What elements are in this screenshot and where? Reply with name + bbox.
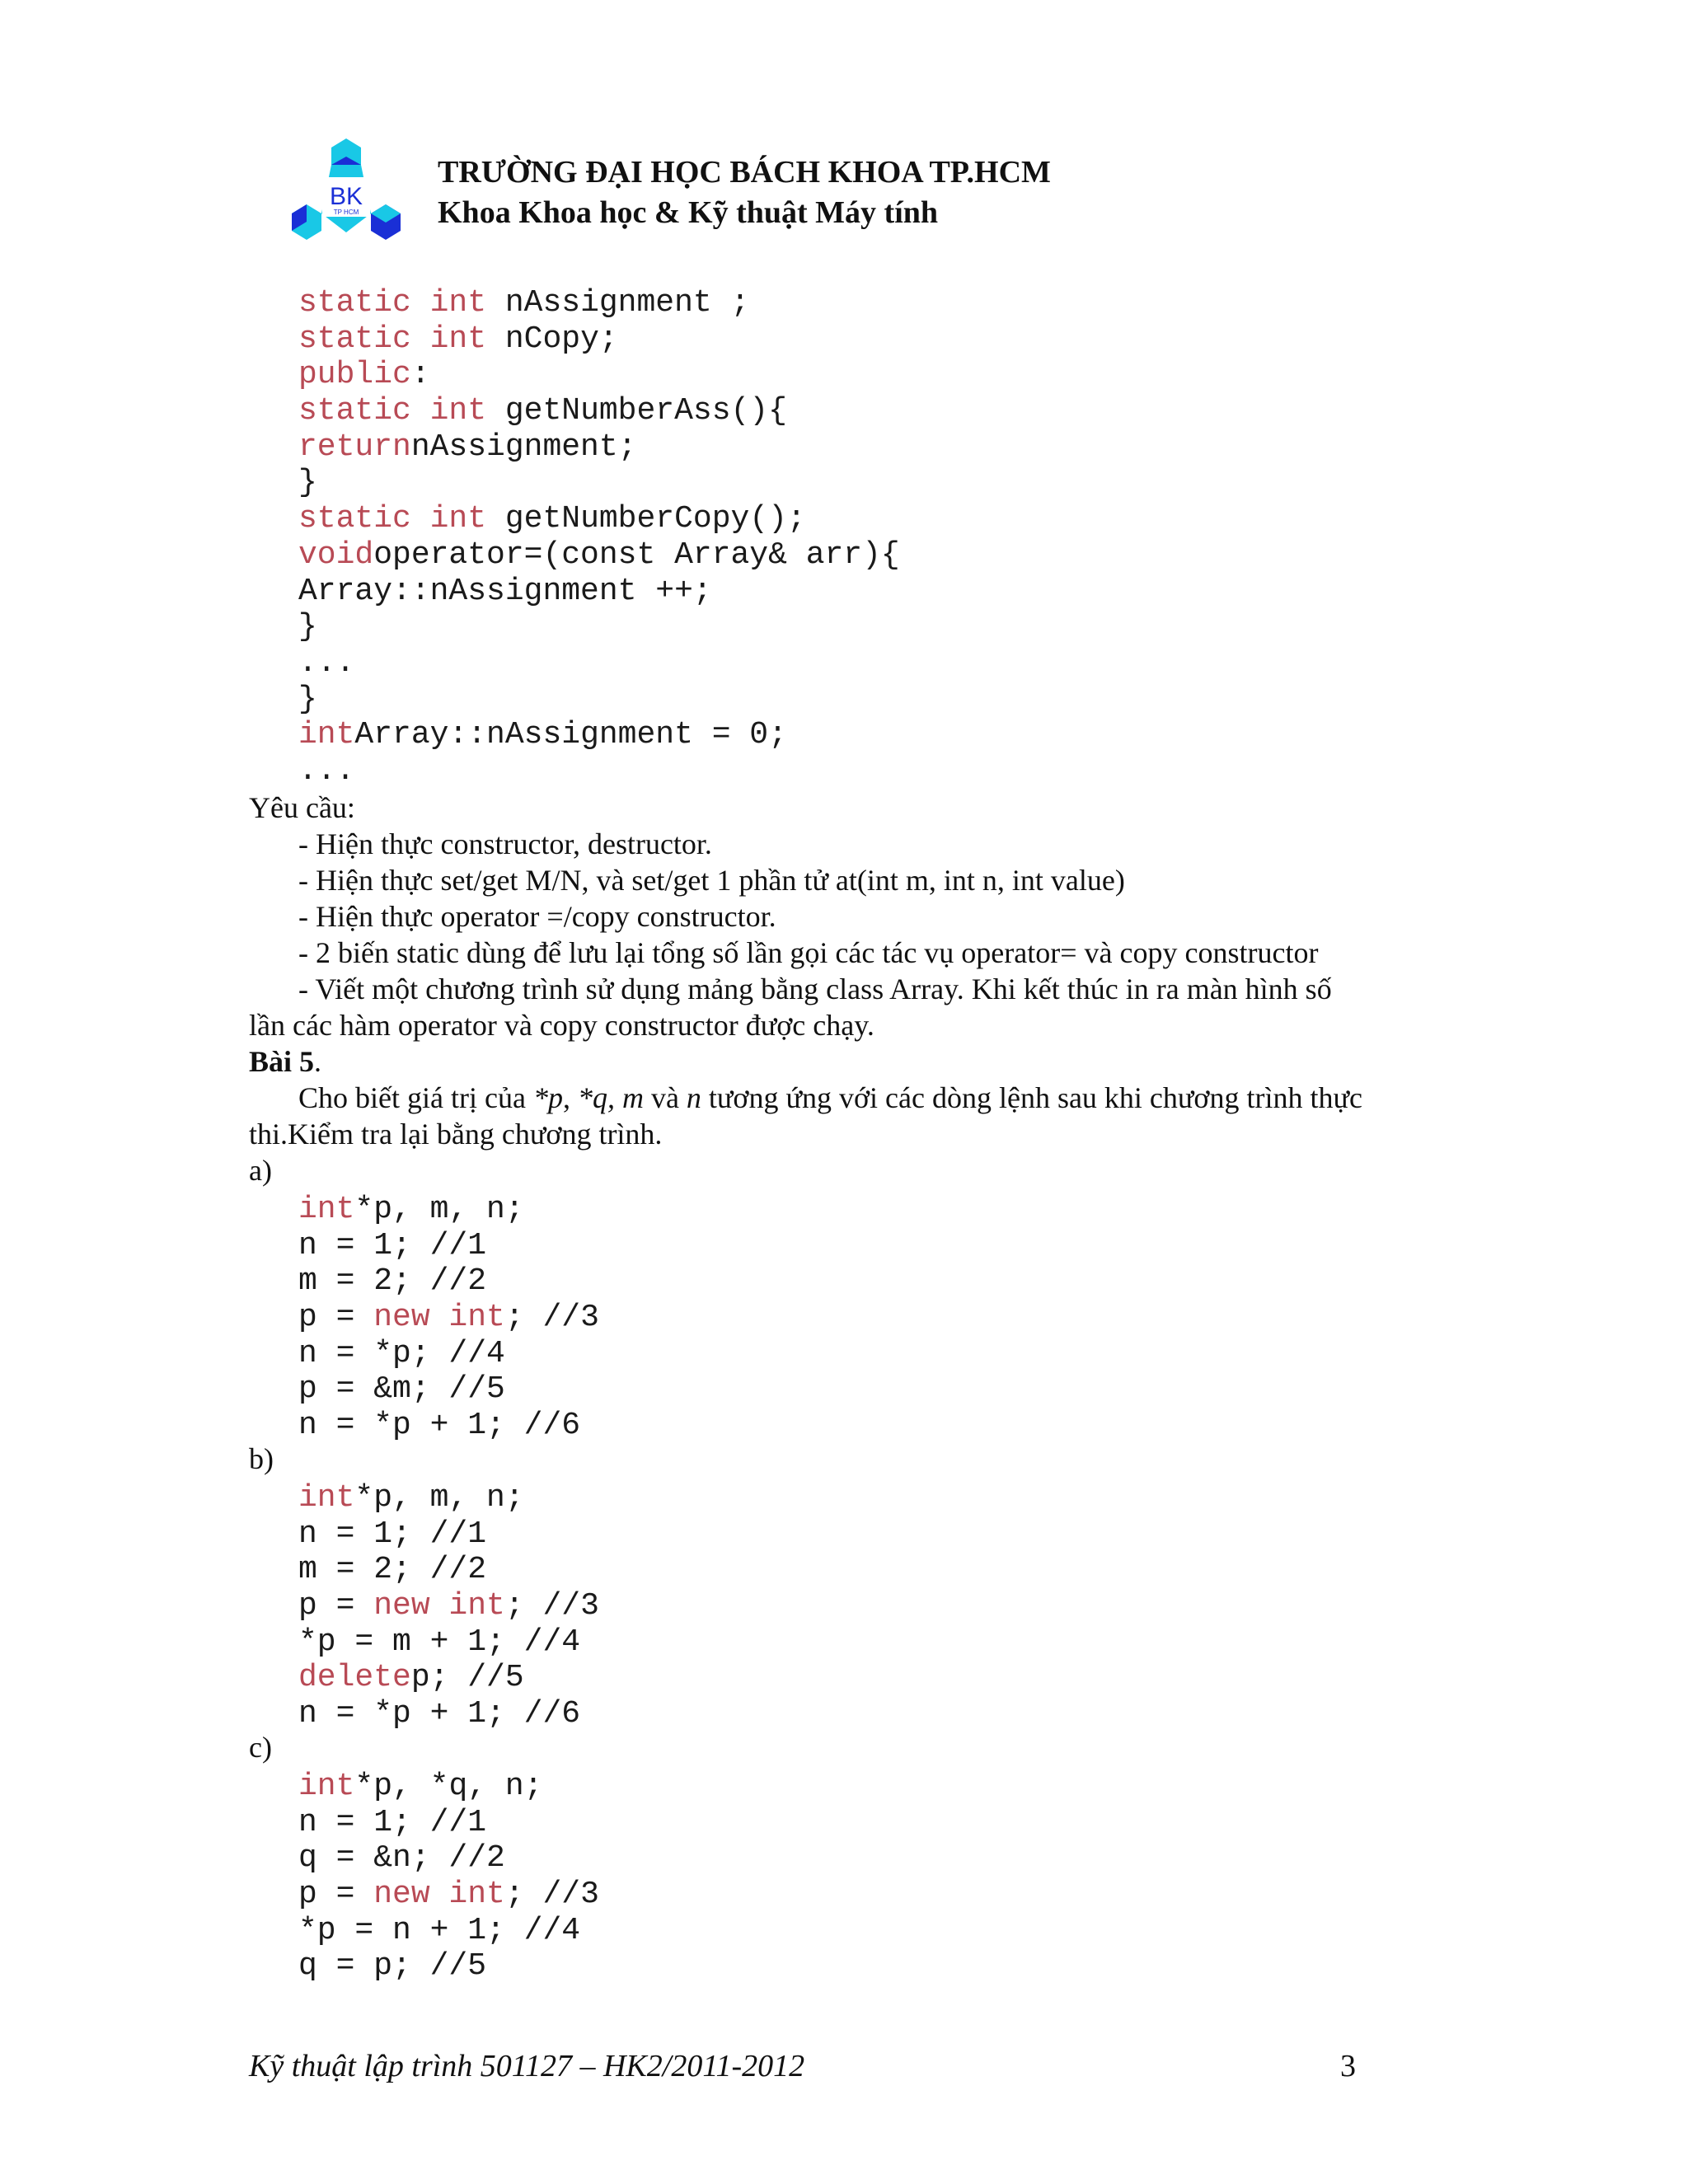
class-code-line-10 bbox=[298, 609, 900, 645]
logo-text: BK bbox=[329, 183, 363, 210]
part-a-line-2 bbox=[298, 1228, 599, 1264]
exercise-5-intro-cont: thi.Kiểm tra lại bằng chương trình. bbox=[249, 1118, 663, 1151]
code-keyword: int bbox=[298, 717, 355, 753]
code-text: p = bbox=[298, 1877, 374, 1913]
code-text: ... bbox=[298, 644, 355, 681]
code-text: n = *p + 1; //6 bbox=[298, 1408, 581, 1444]
code-keyword: new int bbox=[373, 1877, 505, 1913]
footer-page-number: 3 bbox=[1340, 2049, 1356, 2083]
part-a-code bbox=[298, 1192, 599, 1444]
code-text: *p, *q, n; bbox=[354, 1769, 543, 1804]
code-keyword: int bbox=[298, 1769, 355, 1804]
code-keyword: delete bbox=[298, 1660, 411, 1696]
part-c-code bbox=[298, 1769, 599, 1985]
code-text: } bbox=[298, 609, 317, 645]
class-code-line-8 bbox=[298, 537, 900, 574]
part-a-line-5 bbox=[298, 1336, 599, 1372]
code-text: : bbox=[410, 357, 430, 393]
code-keyword: static int bbox=[298, 321, 487, 357]
code-keyword: static int bbox=[298, 285, 487, 321]
part-c-line-6 bbox=[298, 1948, 599, 1985]
code-text: nAssignment ; bbox=[486, 285, 750, 321]
code-text: Array::nAssignment ++; bbox=[298, 573, 712, 609]
class-code-line-11 bbox=[298, 645, 900, 682]
part-c-label: c) bbox=[249, 1731, 272, 1764]
part-b-line-5 bbox=[298, 1624, 599, 1661]
part-a-line-3 bbox=[298, 1263, 599, 1300]
code-text: n = 1; //1 bbox=[298, 1227, 487, 1263]
requirements-heading: Yêu cầu: bbox=[249, 791, 355, 824]
code-text: q = &n; //2 bbox=[298, 1840, 505, 1877]
code-keyword: int bbox=[298, 1192, 355, 1227]
part-b-line-4 bbox=[298, 1588, 599, 1624]
class-code-block bbox=[298, 285, 900, 790]
requirement-item-3: - Hiện thực operator =/copy constructor. bbox=[298, 900, 776, 933]
code-text: p = bbox=[298, 1300, 374, 1336]
code-keyword: void bbox=[298, 537, 374, 573]
header-title: TRƯỜNG ĐẠI HỌC BÁCH KHOA TP.HCM bbox=[438, 155, 1051, 190]
part-b-label: b) bbox=[249, 1442, 274, 1475]
class-code-line-2 bbox=[298, 321, 900, 358]
university-logo bbox=[287, 135, 406, 254]
class-code-line-6 bbox=[298, 465, 900, 501]
requirement-item-5-cont: lần các hàm operator và copy constructor được chạy. bbox=[249, 1009, 874, 1042]
part-b-code bbox=[298, 1480, 599, 1732]
part-c-line-3 bbox=[298, 1840, 599, 1877]
code-text: *p, m, n; bbox=[354, 1480, 524, 1516]
part-a-label: a) bbox=[249, 1154, 272, 1187]
class-code-line-9 bbox=[298, 574, 900, 610]
code-text: } bbox=[298, 465, 317, 501]
code-text: m = 2; //2 bbox=[298, 1552, 487, 1588]
code-text: p = &m; //5 bbox=[298, 1371, 505, 1408]
class-code-line-12 bbox=[298, 682, 900, 718]
part-b-line-7 bbox=[298, 1696, 599, 1732]
class-code-line-5 bbox=[298, 429, 900, 466]
code-text: ; //3 bbox=[504, 1300, 599, 1336]
part-b-line-2 bbox=[298, 1516, 599, 1553]
class-code-line-14 bbox=[298, 753, 900, 790]
code-text: ; //3 bbox=[504, 1877, 599, 1913]
code-text: getNumberAss(){ bbox=[486, 393, 787, 429]
class-code-line-3 bbox=[298, 357, 900, 393]
code-text: Array::nAssignment = 0; bbox=[354, 717, 787, 753]
part-b-line-3 bbox=[298, 1552, 599, 1588]
code-text: n = *p + 1; //6 bbox=[298, 1696, 581, 1732]
requirement-item-2: - Hiện thực set/get M/N, và set/get 1 phần tử at(int m, int n, int value) bbox=[298, 864, 1125, 897]
code-keyword: return bbox=[298, 429, 411, 465]
part-a-line-1 bbox=[298, 1192, 599, 1228]
code-text: ; //3 bbox=[504, 1588, 599, 1624]
part-a-line-6 bbox=[298, 1371, 599, 1408]
code-text: *p = n + 1; //4 bbox=[298, 1912, 581, 1948]
code-text: p = bbox=[298, 1588, 374, 1624]
requirement-item-4: - 2 biến static dùng để lưu lại tổng số lần gọi các tác vụ operator= và copy constructor bbox=[298, 936, 1319, 969]
code-text: nAssignment; bbox=[410, 429, 637, 465]
code-keyword: static int bbox=[298, 501, 487, 537]
code-text: *p, m, n; bbox=[354, 1192, 524, 1227]
code-text: getNumberCopy(); bbox=[486, 501, 806, 537]
code-text: } bbox=[298, 681, 317, 717]
exercise-5-intro: Cho biết giá trị của *p, *q, m và n tương ứng với các dòng lệnh sau khi chương trình thực bbox=[298, 1081, 1362, 1114]
exercise-5-title: Bài 5. bbox=[249, 1045, 322, 1078]
requirement-item-5: - Viết một chương trình sử dụng mảng bằng class Array. Khi kết thúc in ra màn hình số bbox=[298, 972, 1332, 1005]
part-a-line-4 bbox=[298, 1300, 599, 1336]
class-code-line-1 bbox=[298, 285, 900, 321]
code-keyword: int bbox=[298, 1480, 355, 1516]
code-keyword: new int bbox=[373, 1588, 505, 1624]
part-b-line-6 bbox=[298, 1660, 599, 1696]
code-keyword: public bbox=[298, 357, 411, 393]
code-text: q = p; //5 bbox=[298, 1948, 487, 1985]
part-b-line-1 bbox=[298, 1480, 599, 1516]
part-c-line-1 bbox=[298, 1769, 599, 1805]
class-code-line-4 bbox=[298, 393, 900, 429]
code-text: ... bbox=[298, 752, 355, 789]
part-c-line-2 bbox=[298, 1805, 599, 1841]
header-subtitle: Khoa Khoa học & Kỹ thuật Máy tính bbox=[438, 195, 939, 230]
requirement-item-1: - Hiện thực constructor, destructor. bbox=[298, 827, 712, 860]
code-text: operator=(const Array& arr){ bbox=[373, 537, 900, 573]
code-keyword: static int bbox=[298, 393, 487, 429]
part-a-line-7 bbox=[298, 1408, 599, 1444]
class-code-line-7 bbox=[298, 501, 900, 537]
code-text: n = 1; //1 bbox=[298, 1804, 487, 1840]
code-text: *p = m + 1; //4 bbox=[298, 1624, 581, 1660]
code-text: m = 2; //2 bbox=[298, 1263, 487, 1300]
code-keyword: new int bbox=[373, 1300, 505, 1336]
code-text: n = *p; //4 bbox=[298, 1335, 505, 1371]
part-c-line-4 bbox=[298, 1877, 599, 1913]
class-code-line-13 bbox=[298, 717, 900, 753]
code-text: n = 1; //1 bbox=[298, 1516, 487, 1552]
part-c-line-5 bbox=[298, 1913, 599, 1949]
code-text: nCopy; bbox=[486, 321, 618, 357]
code-text: p; //5 bbox=[410, 1660, 524, 1696]
logo-subtext: TP HCM bbox=[333, 209, 359, 216]
footer-course: Kỹ thuật lập trình 501127 – HK2/2011-2012 bbox=[249, 2049, 805, 2083]
